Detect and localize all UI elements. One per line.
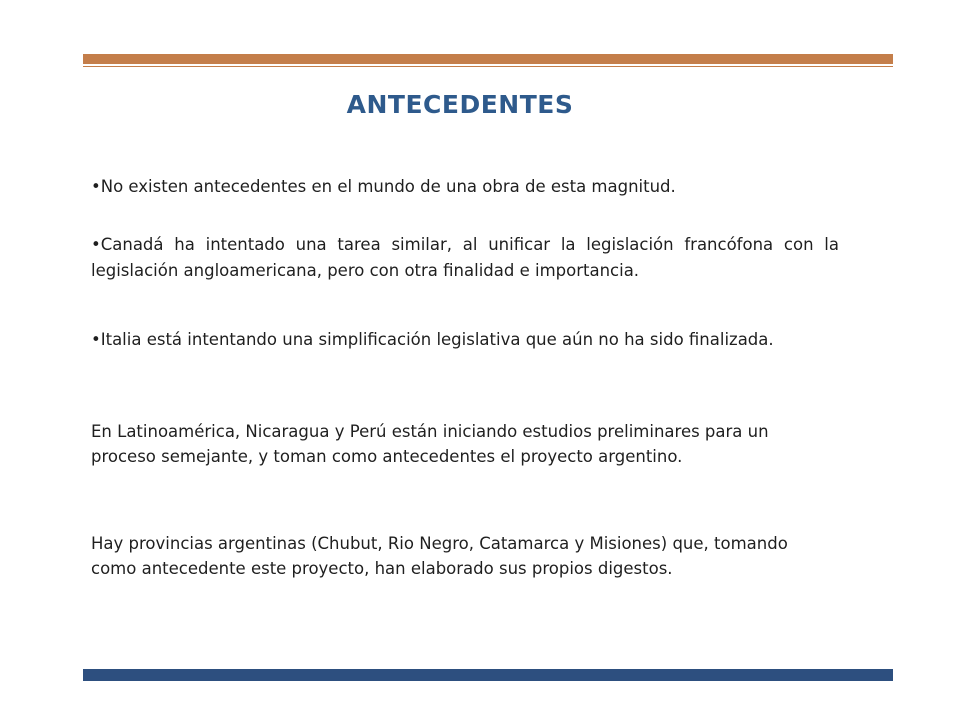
paragraph-no-antecedents: •No existen antecedentes en el mundo de una obra de esta magnitud. xyxy=(91,177,676,196)
paragraph-italia: •Italia está intentando una simplificación legislativa que aún no ha sido finalizada. xyxy=(91,330,774,349)
slide-title: ANTECEDENTES xyxy=(346,90,574,119)
paragraph-canada: •Canadá ha intentado una tarea similar, al unificar la legislación francófona con la legislación angloamericana, pero con otra finalidad e importancia. xyxy=(91,235,839,280)
paragraph-provincias: Hay provincias argentinas (Chubut, Rio Negro, Catamarca y Misiones) que, tomando como antecedente este proyecto, han elaborado sus propios digestos. xyxy=(91,534,788,578)
paragraph-latinoamerica: En Latinoamérica, Nicaragua y Perú están iniciando estudios preliminares para un proceso semejante, y toman como antecedentes el proyecto argentino. xyxy=(91,422,769,466)
top-accent-bar xyxy=(83,54,893,64)
bottom-accent-bar xyxy=(83,669,893,681)
top-accent-line xyxy=(83,66,893,67)
